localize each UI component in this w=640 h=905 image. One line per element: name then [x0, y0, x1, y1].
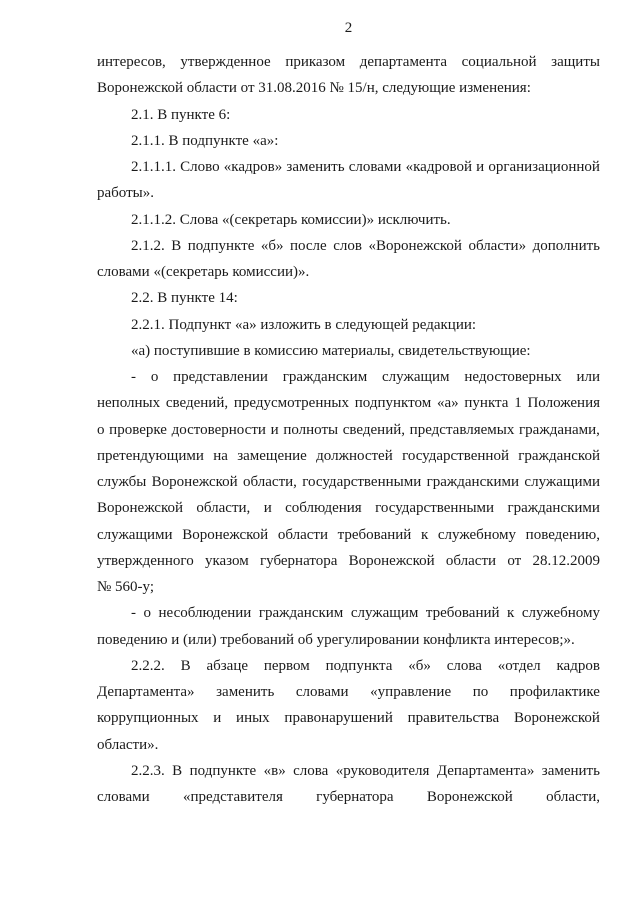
word: Воронежской	[97, 500, 183, 517]
word: службы	[97, 474, 147, 490]
paragraph	[97, 154, 600, 207]
word: предусмотренных	[233, 395, 349, 412]
word: о	[143, 605, 152, 622]
word: «отдел	[497, 657, 541, 674]
word: служебному	[521, 605, 600, 622]
word: абзаце	[206, 657, 249, 674]
text-line: 2.2.1. Подпункт «а» изложить в следующей редакции:	[131, 316, 477, 333]
text-line: № 560-у;	[97, 579, 155, 595]
word: правонарушений	[284, 710, 393, 727]
word: 2.1.1.1.	[131, 159, 176, 175]
word: пункта	[464, 395, 509, 412]
word: Воронежской	[182, 526, 269, 543]
word: коррупционных	[97, 710, 199, 727]
word: «представителя	[183, 789, 283, 805]
paragraph	[97, 102, 600, 128]
word: В	[171, 237, 182, 254]
word: гражданской	[518, 447, 600, 464]
text-line	[97, 443, 600, 469]
word: государственной	[402, 447, 509, 464]
word: неполных	[97, 395, 161, 412]
word: после	[290, 237, 327, 254]
word: представляемых	[409, 421, 515, 438]
word: 2.2.2.	[131, 657, 165, 674]
word: к	[420, 526, 429, 543]
word: словами	[348, 159, 402, 175]
paragraph	[97, 49, 600, 102]
word: гражданскими	[507, 500, 600, 517]
word: Положения	[527, 395, 600, 412]
paragraph	[97, 758, 600, 811]
word: по	[472, 684, 489, 700]
word: и	[270, 421, 279, 438]
paragraph	[97, 338, 600, 364]
word: «руководителя	[335, 762, 430, 779]
paragraph	[97, 233, 600, 286]
word: подпунктом	[354, 395, 432, 412]
word: Воронежской	[426, 789, 513, 805]
word: иных	[236, 710, 270, 727]
text-line	[97, 495, 600, 521]
word: государственными	[375, 500, 495, 517]
word: слова	[293, 762, 329, 779]
text-line: 2.2. В пункте 14:	[131, 290, 238, 307]
text-line: 2.1.1.2. Слова «(секретарь комиссии)» исключить.	[131, 211, 451, 228]
word: «кадров»	[223, 159, 283, 175]
word: заменить	[216, 684, 275, 700]
word: «кадровой	[405, 159, 472, 175]
text-line	[97, 784, 600, 810]
word: области	[445, 552, 497, 569]
word: требований	[425, 605, 500, 622]
word: подпункте	[189, 762, 257, 779]
word: гражданами,	[519, 421, 600, 438]
word: или	[576, 369, 600, 385]
word: «б»	[260, 237, 284, 254]
text-line	[97, 417, 600, 443]
word: государственными	[302, 474, 422, 490]
word: гражданским	[282, 369, 368, 385]
word: губернатора	[260, 552, 338, 569]
text-line: Воронежской области от 31.08.2016 № 15/н, следующие изменения:	[97, 80, 531, 97]
text-line	[97, 154, 600, 180]
word: слов	[333, 237, 362, 254]
word: служащим	[350, 605, 419, 622]
word: должностей	[316, 447, 393, 464]
word: защиты	[551, 54, 600, 70]
word: служащим	[382, 369, 450, 385]
text-line	[97, 390, 600, 416]
word: указом	[204, 552, 249, 569]
word: дополнить	[532, 237, 600, 254]
paragraph	[97, 364, 600, 600]
word: правительства	[407, 710, 500, 727]
paragraph	[97, 207, 600, 233]
word: гражданскими	[426, 474, 520, 490]
word: Воронежской	[348, 552, 435, 569]
word: проверке	[109, 421, 167, 438]
word: «управление	[370, 684, 452, 700]
word: и	[476, 159, 485, 175]
paragraph	[97, 128, 600, 154]
word: гражданским	[258, 605, 344, 622]
text-line	[97, 364, 600, 390]
word: от	[507, 552, 522, 569]
text-line	[97, 49, 600, 75]
word: области	[277, 526, 329, 543]
word: области,	[196, 500, 251, 517]
word: о	[97, 421, 105, 438]
word: поведению,	[525, 526, 600, 543]
word: сведений,	[165, 395, 229, 412]
word: утвержденного	[97, 552, 194, 569]
text-line: работы».	[97, 185, 154, 202]
word: и	[263, 500, 272, 517]
word: служащими	[97, 526, 173, 543]
word: претендующими	[97, 447, 204, 464]
word: интересов,	[97, 54, 166, 70]
word: первом	[263, 657, 310, 674]
word: области»	[468, 237, 527, 254]
word: подпункте	[187, 237, 255, 254]
word: губернатора	[316, 789, 394, 805]
word: 1	[514, 395, 522, 412]
word: недостоверных	[464, 369, 562, 385]
word: социальной	[461, 54, 537, 70]
word: требований	[337, 526, 412, 543]
word: области,	[546, 789, 600, 805]
word: 2.2.3.	[131, 762, 165, 779]
word: сведений,	[342, 421, 405, 438]
word: 28.12.2009	[532, 552, 600, 569]
word: кадров	[556, 657, 600, 674]
text-line	[97, 758, 600, 784]
word: -	[131, 605, 136, 622]
word: заменить	[286, 159, 345, 175]
text-line	[97, 679, 600, 705]
text-line	[97, 705, 600, 731]
paragraph	[97, 312, 600, 338]
text-line	[97, 233, 600, 259]
word: Слово	[180, 159, 220, 175]
word: служащими	[524, 474, 600, 490]
text-line: области».	[97, 736, 159, 753]
word: заменить	[541, 762, 600, 779]
word: словами	[97, 789, 150, 805]
word: области,	[243, 474, 297, 490]
word: «Воронежской	[368, 237, 462, 254]
word: профилактике	[509, 684, 600, 700]
document-body	[97, 49, 600, 810]
word: Воронежской	[513, 710, 600, 727]
word: достоверности	[171, 421, 266, 438]
paragraph	[97, 653, 600, 758]
text-line: 2.1.1. В подпункте «а»:	[131, 132, 279, 149]
text-line: поведению и (или) требований об урегулировании конфликта интересов;».	[97, 631, 575, 648]
word: полноты	[283, 421, 339, 438]
word: о	[150, 369, 159, 385]
word: словами	[295, 684, 349, 700]
word: Департамента»	[436, 762, 535, 779]
word: представлении	[173, 369, 268, 385]
word: «в»	[263, 762, 286, 779]
text-line	[97, 469, 600, 495]
word: утвержденное	[180, 54, 271, 70]
text-line: «а) поступившие в комиссию материалы, свидетельствующие:	[131, 342, 531, 359]
word: Департамента»	[97, 684, 195, 700]
word: замещение	[237, 447, 307, 464]
word: к	[507, 605, 515, 622]
paragraph	[97, 600, 600, 653]
paragraph	[97, 285, 600, 311]
word: «б»	[408, 657, 431, 674]
text-line	[97, 548, 600, 574]
word: В	[180, 657, 191, 674]
word: Воронежской	[151, 474, 238, 490]
word: организационной	[488, 159, 600, 175]
word: несоблюдении	[158, 605, 252, 622]
word: приказом	[285, 54, 346, 70]
word: департамента	[359, 54, 448, 70]
text-line	[97, 522, 600, 548]
text-line	[97, 653, 600, 679]
word: «а»	[436, 395, 459, 412]
word: соблюдения	[285, 500, 362, 517]
text-line	[97, 600, 600, 626]
word: служебному	[437, 526, 517, 543]
text-line: 2.1. В пункте 6:	[131, 106, 231, 123]
page-number: 2	[344, 20, 353, 36]
word: 2.1.2.	[131, 237, 165, 254]
word: -	[131, 369, 136, 385]
word: подпункта	[325, 657, 393, 674]
word: и	[213, 710, 222, 727]
text-line: словами «(секретарь комиссии)».	[97, 264, 310, 280]
word: В	[172, 762, 183, 779]
word: на	[213, 447, 228, 464]
word: слова	[446, 657, 482, 674]
